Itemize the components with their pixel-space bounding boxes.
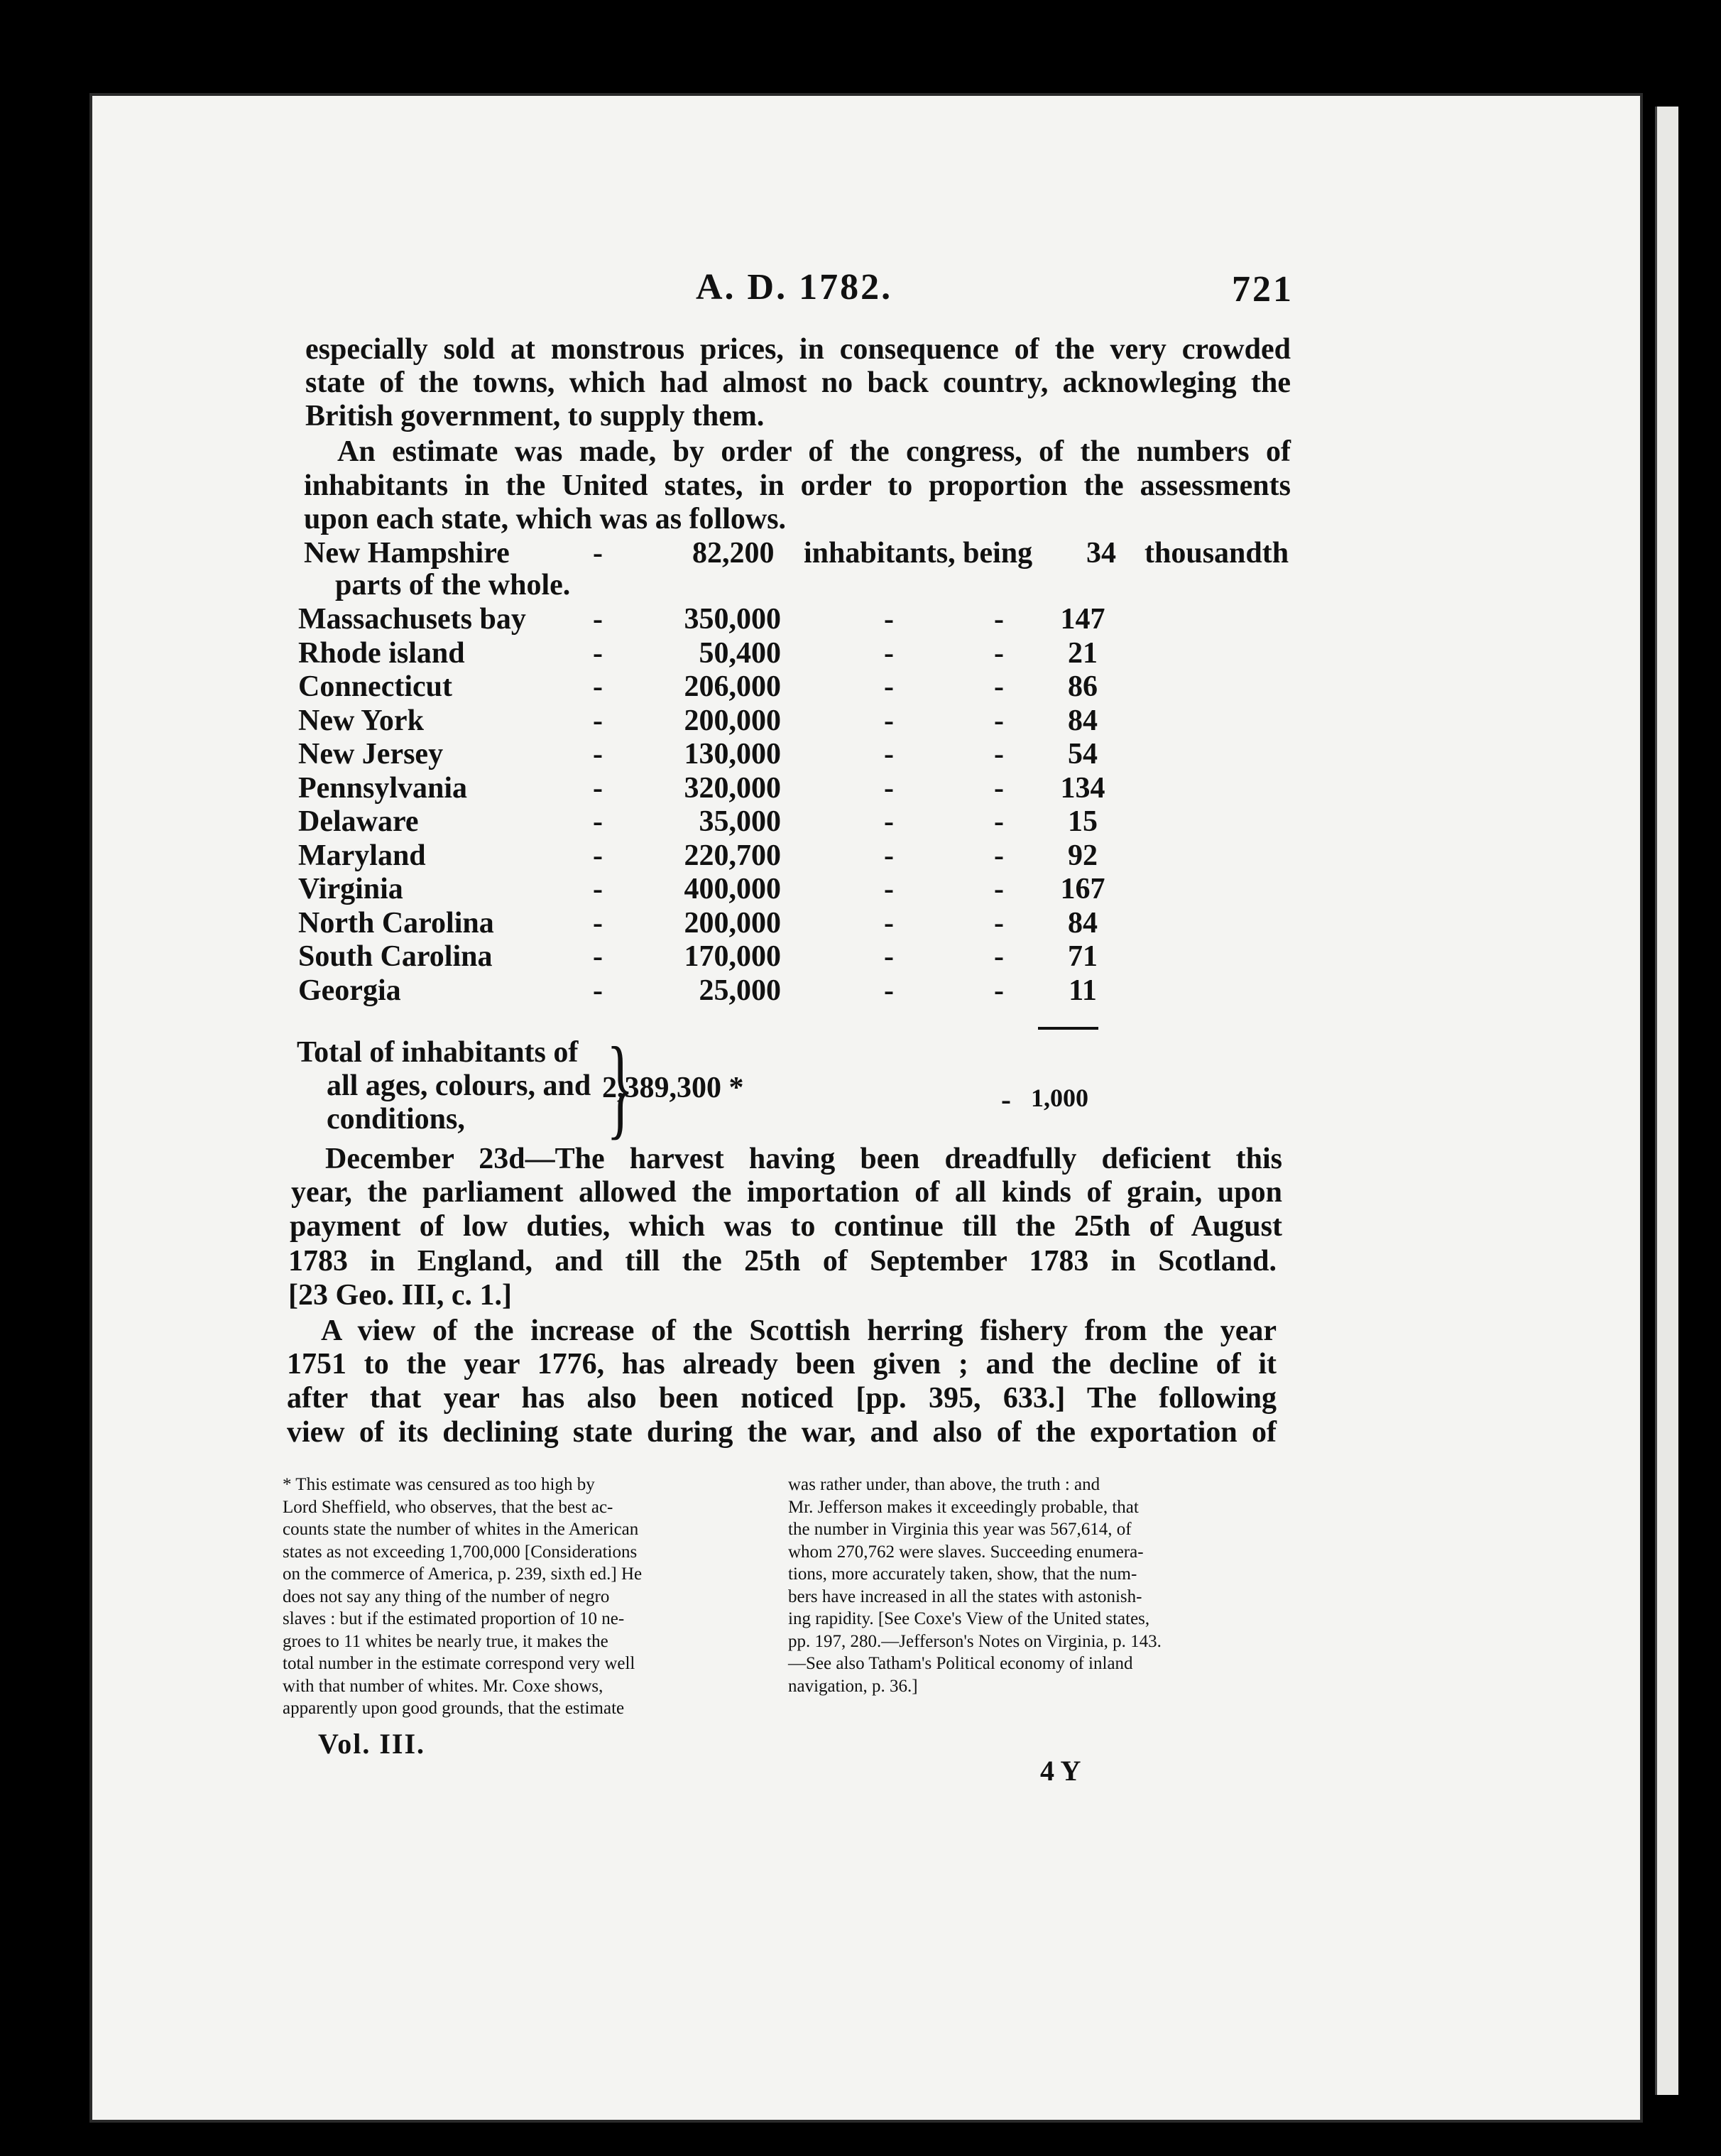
row-text: inhabitants, being [804, 537, 1033, 570]
share-value: 167 [1060, 873, 1105, 905]
share-value: 11 [1069, 974, 1097, 1007]
total-rule [1038, 1027, 1098, 1030]
footnote-line: counts state the number of whites in the American [283, 1520, 639, 1539]
footnote-line: Mr. Jefferson makes it exceedingly probable, that [788, 1497, 1139, 1517]
row-dash: - [593, 738, 603, 771]
footnote-line: * This estimate was censured as too high by [283, 1475, 595, 1494]
inhabitants-count: 206,000 [684, 670, 781, 703]
row-dash: - [884, 839, 894, 872]
inhabitants-count: 25,000 [699, 974, 781, 1007]
row-dash: - [593, 906, 603, 940]
total-dash: - [1001, 1084, 1011, 1116]
estimate-line: upon each state, which was as follows. [304, 503, 787, 535]
state-name: Delaware [298, 805, 419, 838]
volume-label: Vol. III. [318, 1728, 426, 1760]
intro-line: especially sold at monstrous prices, in consequence of the very crowded [305, 333, 1291, 366]
row-dash: - [994, 873, 1004, 905]
share-value: 84 [1068, 704, 1098, 737]
share-value: 71 [1068, 940, 1098, 973]
state-name: Virginia [298, 873, 403, 905]
footnote-line: groes to 11 whites be nearly true, it makes the [283, 1631, 608, 1651]
footnote-line: on the commerce of America, p. 239, sixth ed.] He [283, 1564, 643, 1584]
state-name: Massachusets bay [298, 603, 526, 636]
row-dash: - [994, 906, 1004, 940]
footnote-line: states as not exceeding 1,700,000 [Considerations [283, 1542, 638, 1562]
row-continuation: parts of the whole. [335, 569, 571, 601]
row-dash: - [593, 603, 603, 636]
footnote-line: with that number of whites. Mr. Coxe shows, [283, 1676, 603, 1696]
state-name: Connecticut [298, 670, 452, 703]
row-dash: - [593, 974, 603, 1007]
row-dash: - [884, 771, 894, 805]
row-dash: - [593, 537, 603, 570]
share-value: 15 [1068, 805, 1098, 838]
row-dash: - [884, 906, 894, 940]
row-dash: - [884, 805, 894, 838]
row-dash: - [593, 771, 603, 805]
footnote-line: —See also Tatham's Political economy of inland [788, 1654, 1133, 1673]
footnote-line: the number in Virginia this year was 567,614, of [788, 1520, 1132, 1539]
row-dash: - [593, 704, 603, 737]
share-unit: thousandth [1144, 537, 1289, 570]
total-label-line: all ages, colours, and [327, 1069, 591, 1102]
footnote-line: tions, more accurately taken, show, that the num- [788, 1564, 1137, 1584]
row-dash: - [994, 603, 1004, 636]
inhabitants-count: 82,200 [692, 537, 775, 570]
total-label-line: conditions, [327, 1103, 465, 1136]
footnote-line: whom 270,762 were slaves. Succeeding enumera- [788, 1542, 1144, 1562]
state-name: New York [298, 704, 424, 737]
row-dash: - [593, 670, 603, 703]
footnote-left-column [283, 1474, 765, 1720]
inhabitants-count: 50,400 [699, 636, 781, 670]
total-count: 2,389,300 * [602, 1072, 744, 1104]
row-dash: - [994, 738, 1004, 771]
total-share: 1,000 [1031, 1084, 1088, 1112]
row-dash: - [884, 636, 894, 670]
inhabitants-count: 200,000 [684, 704, 781, 737]
state-name: Georgia [298, 974, 401, 1007]
row-dash: - [884, 974, 894, 1007]
footnote-line: was rather under, than above, the truth : and [788, 1475, 1100, 1494]
share-value: 86 [1068, 670, 1098, 703]
december-line: year, the parliament allowed the importation of all kinds of grain, upon [291, 1176, 1282, 1209]
december-line: December 23d—The harvest having been dreadfully deficient this [325, 1143, 1282, 1175]
share-value: 84 [1068, 906, 1098, 940]
footnote-line: total number in the estimate correspond very well [283, 1654, 635, 1673]
inhabitants-count: 400,000 [684, 873, 781, 905]
footnote-line: pp. 197, 280.—Jefferson's Notes on Virginia, p. 143. [788, 1631, 1162, 1651]
share-value: 134 [1060, 771, 1105, 805]
footnote-line: bers have increased in all the states with astonish- [788, 1586, 1142, 1606]
row-dash: - [994, 704, 1004, 737]
state-name: Pennsylvania [298, 771, 468, 805]
row-dash: - [884, 603, 894, 636]
row-dash: - [994, 940, 1004, 973]
intro-line: British government, to supply them. [305, 400, 765, 432]
page-number: 721 [1232, 269, 1294, 310]
state-name: Rhode island [298, 636, 465, 670]
share-value: 54 [1068, 738, 1098, 771]
row-dash: - [884, 873, 894, 905]
inhabitants-count: 170,000 [684, 940, 781, 973]
page-header-title: A. D. 1782. [696, 267, 893, 307]
state-name: New Jersey [298, 738, 444, 771]
herring-line: 1751 to the year 1776, has already been given ; and the decline of it [287, 1348, 1277, 1381]
row-dash: - [884, 940, 894, 973]
row-dash: - [593, 805, 603, 838]
inhabitants-count: 130,000 [684, 738, 781, 771]
estimate-line: An estimate was made, by order of the congress, of the numbers of [337, 435, 1291, 468]
footnote-right-column [788, 1474, 1278, 1697]
inhabitants-count: 350,000 [684, 603, 781, 636]
row-dash: - [884, 738, 894, 771]
footnote-line: Lord Sheffield, who observes, that the best ac- [283, 1497, 613, 1517]
state-name: Maryland [298, 839, 426, 872]
row-dash: - [994, 805, 1004, 838]
herring-line: A view of the increase of the Scottish herring fishery from the year [321, 1314, 1277, 1347]
share-value: 92 [1068, 839, 1098, 872]
row-dash: - [593, 839, 603, 872]
footnote-line: navigation, p. 36.] [788, 1676, 918, 1696]
inhabitants-count: 220,700 [684, 839, 781, 872]
row-dash: - [994, 670, 1004, 703]
row-dash: - [593, 873, 603, 905]
inhabitants-count: 320,000 [684, 771, 781, 805]
row-dash: - [994, 974, 1004, 1007]
row-dash: - [994, 636, 1004, 670]
herring-line: after that year has also been noticed [pp. 395, 633.] The following [287, 1382, 1277, 1415]
row-dash: - [593, 940, 603, 973]
row-dash: - [593, 636, 603, 670]
herring-line: view of its declining state during the war, and also of the exportation of [287, 1416, 1277, 1449]
inhabitants-count: 200,000 [684, 906, 781, 940]
row-dash: - [884, 670, 894, 703]
december-line: [23 Geo. III, c. 1.] [288, 1279, 512, 1312]
estimate-line: inhabitants in the United states, in order to proportion the assessments [304, 469, 1291, 502]
state-name: New Hampshire [304, 537, 510, 570]
footnote-line: apparently upon good grounds, that the estimate [283, 1699, 625, 1718]
state-name: North Carolina [298, 906, 494, 940]
share-value: 34 [1086, 537, 1116, 570]
footnote-line: ing rapidity. [See Coxe's View of the United states, [788, 1609, 1150, 1628]
december-line: 1783 in England, and till the 25th of September 1783 in Scotland. [288, 1245, 1277, 1278]
intro-line: state of the towns, which had almost no back country, acknowleging the [305, 366, 1291, 399]
brace-symbol: } [606, 1023, 634, 1150]
share-value: 147 [1060, 603, 1105, 636]
december-line: payment of low duties, which was to continue till the 25th of August [290, 1210, 1282, 1243]
share-value: 21 [1068, 636, 1098, 670]
state-name: South Carolina [298, 940, 493, 973]
row-dash: - [884, 704, 894, 737]
footnote-line: does not say any thing of the number of negro [283, 1586, 610, 1606]
row-dash: - [994, 839, 1004, 872]
signature-mark: 4 Y [1040, 1755, 1081, 1787]
inhabitants-count: 35,000 [699, 805, 781, 838]
total-label-line: Total of inhabitants of [297, 1036, 579, 1069]
row-dash: - [994, 771, 1004, 805]
footnote-line: slaves : but if the estimated proportion of 10 ne- [283, 1609, 625, 1628]
page-edge [1655, 107, 1678, 2095]
